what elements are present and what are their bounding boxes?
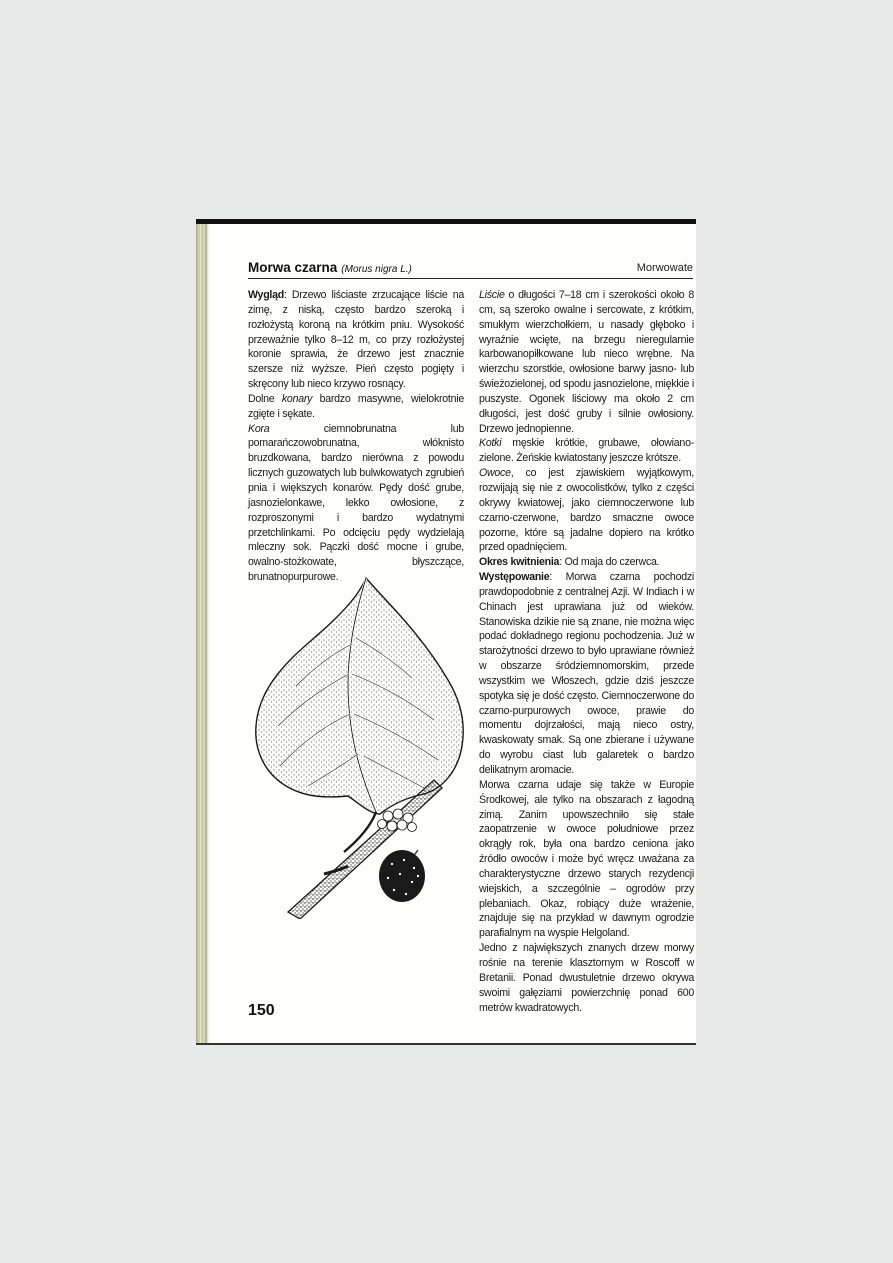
page-header bbox=[248, 260, 693, 279]
paragraph-appearance bbox=[248, 288, 464, 392]
paragraph-bark bbox=[248, 422, 464, 585]
right-text-column bbox=[479, 288, 694, 1015]
leaf-blade bbox=[256, 578, 463, 814]
label-catkins: Kotki bbox=[479, 437, 502, 450]
book-page-edges bbox=[196, 224, 210, 1043]
page-number: 150 bbox=[248, 1002, 275, 1019]
ripe-mulberry-fruit bbox=[379, 850, 425, 902]
paragraph-leaves bbox=[479, 288, 694, 436]
paragraph-flowering bbox=[479, 555, 694, 570]
species-title bbox=[248, 260, 412, 275]
label-appearance: Wygląd bbox=[248, 289, 284, 301]
label-flowering: Okres kwitnienia bbox=[479, 556, 560, 569]
label-occurrence: Występowanie bbox=[479, 571, 550, 584]
text-flowering: : Od maja do czerwca. bbox=[559, 556, 660, 569]
label-fruit: Owoce bbox=[479, 467, 511, 480]
text-bark: ciemnobrunatna lub pomarańczowobrunatna, włóknisto bruzdkowana, bardzo nierówna z powodu licznych guzowatych lub bulwkowatych zgrubień pnia i większych konarów. Pędy dość grube, jasnozielonkawe, lekko owłosione, z rozproszonymi i bardzo wydatnymi przetchlinkami. Po odcięciu pędy wydzielają mleczny sok. Pączki dość mocne i grube, owalno-stożkowate, błyszczące, brunatnopurpurowe. bbox=[248, 422, 464, 584]
label-bark: Kora bbox=[248, 422, 270, 435]
paragraph-branches bbox=[248, 392, 464, 422]
label-branches: konary bbox=[281, 392, 313, 405]
text-appearance: : Drzewo liściaste zrzucające liście na zimę, z niską, często bardzo szeroką i rozłożystą koroną na krótkim pniu. Wysokość przeważnie tylko 8–12 m, co przy rozłożystej koronie sprawia, że drzewo jest znacznie szersze niż wyższe. Pień często pogięty i skręcony lub nieco krzywo rosnący. bbox=[248, 289, 464, 391]
scan-top-border bbox=[196, 219, 696, 224]
left-text-column bbox=[248, 288, 464, 585]
text-branches: bardzo masywne, wielokrotnie zgięte i sękate. bbox=[248, 392, 464, 420]
label-leaves: Liście bbox=[479, 289, 505, 301]
text-catkins: męskie krótkie, grubawe, ołowiano-zielone. Żeńskie kwiatostany jeszcze krótsze. bbox=[479, 437, 694, 465]
paragraph-occurrence bbox=[479, 570, 694, 778]
paragraph-catkins bbox=[479, 436, 694, 466]
text-occurrence: : Morwa czarna pochodzi prawdopodobnie z centralnej Azji. W Indiach i w Chinach jest uprawiana już od wieków. Stanowiska dzikie nie są znane, nie można więc podać dokładnego regionu pochodzenia. Już w starożytności drzewo to było uprawiane również w obszarze śródziemnomorskim, przede wszystkim we Włoszech, gdzie dziś jeszcze spotyka się je dość często. Ciemnoczerwone do czarno-purpurowych owoce, prawie do momentu dojrzałości, mają nieco ostry, kwaskowaty smak. Są one zbierane i używane do wyrobu ciast lub galaretek o bardzo delikatnym aromacie. bbox=[479, 571, 694, 776]
text-leaves: o długości 7–18 cm i szerokości około 8 cm, są szeroko owalne i sercowate, z krótkim, smukłym wierzchołkiem, u nasady głęboko i wyraźnie wcięte, na brzegu nieregularnie karbowanopiłkowane lub nieco wrębne. Na wierzchu szorstkie, owłosione barwy jasno- lub świeżozielonej, od spodu jasnozielone, miękkie i puszyste. Ogonek liściowy ma około 2 cm długości, jest dość gruby i silnie owłosiony. Drzewo jednopienne. bbox=[479, 289, 694, 435]
paragraph-roscoff: Jedno z największych znanych drzew morwy rośnie na terenie klasztornym w Roscoff w Bretanii. Ponad dwustuletnie drzewo okrywa swoimi gałęziami powierzchnię ponad 600 metrów kwadratowych. bbox=[479, 942, 694, 1014]
text-branches-pre: Dolne bbox=[248, 392, 282, 405]
paragraph-fruit bbox=[479, 466, 694, 555]
species-name: Morwa czarna bbox=[248, 260, 338, 275]
family-name: Morwowate bbox=[636, 262, 693, 274]
paragraph-europe: Morwa czarna udaje się także w Europie Środkowej, ale tylko na obszarach z łagodną zimą. Zanim upowszechniło się stałe zaopatrzenie w owoce południowe przez okrągły rok, była ona bardzo ceniona jako źródło owoców i może być wręcz uważana za charakterystyczne drzewo starych rezydencji wiejskich, a szczególnie – ogrodów przy plebaniach. Okaz, robiący duże wrażenie, znajduje się na przykład w dawnym ogrodzie parafialnym na wyspie Helgoland. bbox=[479, 778, 694, 940]
scan-bottom-border bbox=[196, 1043, 696, 1045]
mulberry-illustration bbox=[248, 574, 468, 919]
text-fruit: , co jest zjawiskiem wyjątkowym, rozwijają się nie z owocolistków, tylko z części okrywy kwiatowej, jako ciemnoczerwone lub czarno-czerwone, bardzo smaczne owoce pozorne, które są jadalne dopiero na krótko przed opadnięciem. bbox=[479, 467, 694, 554]
scanned-book-page bbox=[196, 219, 696, 1045]
latin-name: (Morus nigra L.) bbox=[341, 264, 412, 275]
